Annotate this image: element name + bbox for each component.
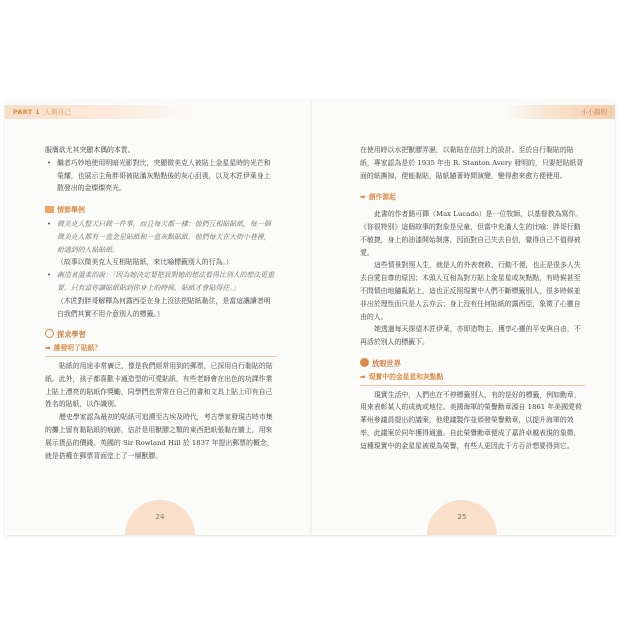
part-label: PART 1 人與自己 <box>13 108 72 116</box>
chapter-tag-right <box>505 105 615 119</box>
globe-icon <box>360 358 369 367</box>
paragraph: 此書的作者路可鐸（Max Lucado）是一位牧師，以基督教為寫作。《你很特別》這個故事的對象是兒童，但當中充滿人生的比喻：胖哥行動不敏捷，身上的油漆開始剝落，因而對自己失去自信，覺得自己不值得被愛。 <box>360 210 583 257</box>
left-page <box>5 100 310 535</box>
magnifier-icon <box>45 329 54 338</box>
case-heading: 情節舉例 <box>45 204 277 217</box>
paragraph: 她透過每天探望木匠伊萊，亦即造物主，獲享心靈的平安與自由，不再活於別人的標籤下。 <box>360 325 581 347</box>
paragraph: 歷史學家認為最初的貼紙可追溯至古埃及時代，考古學家發現古時市集的攤上留有黏貼紙的痕跡，估計是用獸膠之類的東西把紙張黏在牆上，用來展示貨品的價錢。英國的 Sir Rowland Hill 於 1837 年提出郵票的概念，就是搭權在郵票背面塗上了一層獸膠。 <box>45 413 274 460</box>
case-item: • 創造者溫柔的說：「因為她決定要把我對她的想法看得比別人的想法更重要。只有當你讓貼紙貼到你身上的時候，貼紙才會貼得住。」 <box>45 269 277 295</box>
sub-heading-stars: ➡ 現實中的金星星和灰點點 <box>360 371 585 386</box>
paragraph: 在使用時以水把獸膠弄濕，以黏貼在信封上的設計。至於自行黏貼的貼紙，專家認為是於 1935 年由 R. Stanton Avery 發明的，只要把貼紙背面的紙撕掉，便能黏貼，貼紙隨著時間演變，變得愈來愈方便使用。 <box>360 146 584 180</box>
page-number-right: 25 <box>427 500 497 535</box>
case-item: • 微美克人整天只做一件事，而且每天都一樣：他們互相貼貼紙，每一個微美克人都有一盒金星貼紙和一盒灰點貼紙，他們每天在大街小巷裡，給遇到的人貼貼紙。 <box>45 218 277 256</box>
book-spread <box>5 100 615 535</box>
case-note: （故事以微美克人互相貼貼紙，來比喻標籤別人的行為。） <box>57 258 233 267</box>
paragraph: 貼紙的用途非常廣泛，像是我們經常用到的郵票，已採用自行黏貼的貼紙。此外，孩子都喜歡卡通造型的可愛貼紙，有些老師會在出色的功課作業上貼上漂亮的貼紙作獎勵，同學們也常常在自己的書和文具上貼上印有自己姓名的貼紙，以作識別。 <box>45 361 273 409</box>
arrow-icon: ➡ <box>360 193 366 202</box>
chapter-label-right: 小小錦的 <box>581 108 607 116</box>
left-content <box>45 144 277 462</box>
chapter-label-left: 人與自己 <box>43 108 72 116</box>
intro-text: 服膺欲尤其突顯木偶的本質。 <box>45 146 135 154</box>
arrow-icon: ➡ <box>45 344 51 353</box>
paragraph: 這些情景對照人生，就是人的外表衰敗，行動不便，也正是很多人失去自愛自尊的原因；木頭人互相為對方貼上金星星或灰點點，有時候甚至不問情由地隨亂貼上，這也正反照現實中人們不斷標籤別人，很多時候並非出於理性而只是人云亦云；身上沒有任何貼紙的露西亞，象徵了心靈自由的人。 <box>360 261 581 321</box>
right-content <box>360 144 585 453</box>
section-heading-world: 放眼世界 <box>360 358 585 371</box>
creation-heading: ➡ 創作源起 <box>360 193 396 202</box>
right-page <box>312 100 615 535</box>
section-heading-explore: 探求學習 <box>45 329 277 342</box>
arrow-icon: ➡ <box>360 372 366 381</box>
case-note: （木匠對胖哥解釋為何露西亞在身上沒法把貼紙黏住，是當這讓讀者明白我們其實不用介意別人的標籤。） <box>57 296 271 318</box>
part-tag <box>5 105 195 119</box>
sub-heading-sticker: ➡ 誰發明了貼紙？ <box>45 342 277 357</box>
book-icon <box>45 206 54 213</box>
page-number-left: 24 <box>125 500 195 535</box>
bullet-illustration: • 繼者巧妙地使用明暗光影對比，突顯微美克人被貼上金星星時的光芒和榮耀，也展示主角胖哥被貼滿灰點點後的灰心沮喪，以及木匠伊萊身上散發出的金燦燦亮光。 <box>45 157 277 195</box>
paragraph: 現實生活中，人們也在不停標籤別人，有的是好的標籤，例如勳章，用來表彰某人的成就或地位。美國海軍的榮譽勳章源自 1861 年美國愛荷華州參議員提出的議案，他建議製作並頒發榮譽勳章，以提升海軍的效率，此議案於同年獲得通過。自此榮譽勳章便成了嘉許卓越表現的象徵，這種現實中的金星星被視為榮譽，有些人更因此千方百計想要得到它。 <box>360 390 582 450</box>
